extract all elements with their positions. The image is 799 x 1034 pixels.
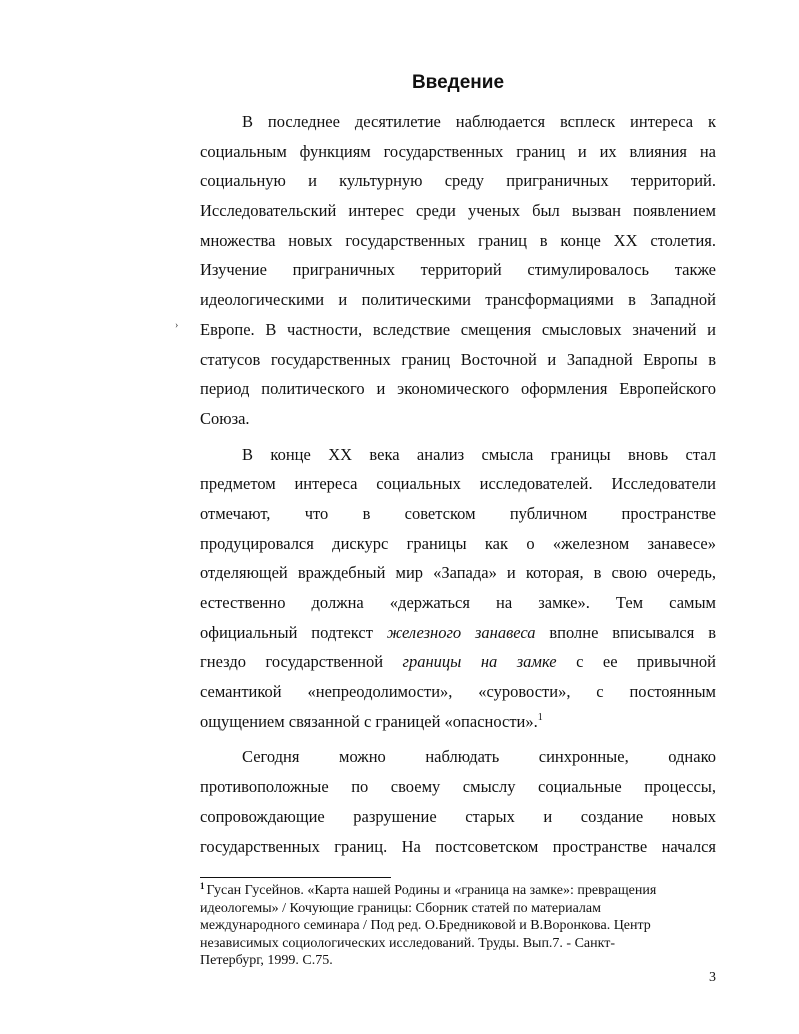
main-text <box>200 107 716 867</box>
text-line: продуцировался дискурс границы как о «железном занавесе» <box>200 533 716 553</box>
text-line: семантикой «непреодолимости», «суровости», с постоянным <box>200 682 716 702</box>
text-line: В конце XX века анализ смысла границы вновь стал <box>242 444 716 464</box>
text-line: противоположные по своему смыслу социальные процессы, <box>200 777 716 797</box>
footnote-number: 1 <box>200 881 205 891</box>
text-line: Сегодня можно наблюдать синхронные, однако <box>242 747 716 767</box>
scan-mark-icon: › <box>175 320 179 331</box>
italic-phrase: границы на замке <box>402 652 557 672</box>
footnote-line: идеологемы» / Кочующие границы: Сборник статей по материалам <box>200 900 601 916</box>
text-line: период политического и экономического оформления Европейского <box>200 379 716 399</box>
text-line <box>200 707 716 737</box>
text-line: сопровождающие разрушение старых и создание новых <box>200 806 716 826</box>
page-title: Введение <box>411 72 505 93</box>
text-fragment: гнездо государственной <box>200 652 403 672</box>
text-line: отмечают, что в советском публичном пространстве <box>200 503 716 523</box>
text-line <box>200 618 716 648</box>
text-fragment: официальный подтекст <box>200 622 387 642</box>
text-line: идеологическими и политическими трансформациями в Западной <box>200 290 716 310</box>
text-line: социальным функциям государственных границ и их влияния на <box>200 141 716 161</box>
text-fragment: с ее привычной <box>556 652 716 672</box>
text-fragment: вполне вписывался в <box>535 622 716 642</box>
footnote <box>200 882 716 970</box>
footnote-line: независимых социологических исследований. Труды. Вып.7. - Санкт- <box>200 935 616 951</box>
paragraph-1 <box>200 107 716 434</box>
footnote-line: Петербург, 1999. С.75. <box>200 953 333 968</box>
text-fragment: ощущением связанной с границей «опасности». <box>200 711 538 731</box>
text-line: естественно должна «держаться на замке». Тем самым <box>200 593 716 612</box>
text-line: статусов государственных границ Восточной и Западной Европы в <box>200 349 716 369</box>
text-line: Исследовательский интерес среди ученых был вызван появлением <box>200 201 716 221</box>
footnote-text: Гусан Гусейнов. «Карта нашей Родины и «граница на замке»: превращения <box>206 883 657 898</box>
text-line: В последнее десятилетие наблюдается всплеск интереса к <box>242 112 716 131</box>
text-line: Европе. В частности, вследствие смещения смысловых значений и <box>200 319 716 339</box>
text-line: множества новых государственных границ в конце XX столетия. <box>200 230 716 250</box>
text-line: Изучение приграничных территорий стимулировалось также <box>200 260 716 280</box>
text-line: Союза. <box>200 408 250 428</box>
text-line: государственных границ. На постсоветском пространстве начался <box>200 836 716 856</box>
page-number: 3 <box>709 970 716 985</box>
footnote-line: международного семинара / Под ред. О.Бредниковой и В.Воронкова. Центр <box>200 918 651 933</box>
paragraph-3 <box>200 742 716 861</box>
italic-phrase: железного занавеса <box>386 622 536 642</box>
footnote-ref[interactable]: 1 <box>537 711 543 723</box>
footnote-divider <box>200 877 391 878</box>
text-line: отделяющей враждебный мир «Запада» и которая, в свою очередь, <box>200 563 716 583</box>
text-line: социальную и культурную среду приграничных территорий. <box>200 171 716 191</box>
text-line: предметом интереса социальных исследователей. Исследователи <box>200 474 716 494</box>
footnote-line <box>200 882 716 900</box>
text-line <box>200 647 716 677</box>
paragraph-2 <box>200 440 716 737</box>
